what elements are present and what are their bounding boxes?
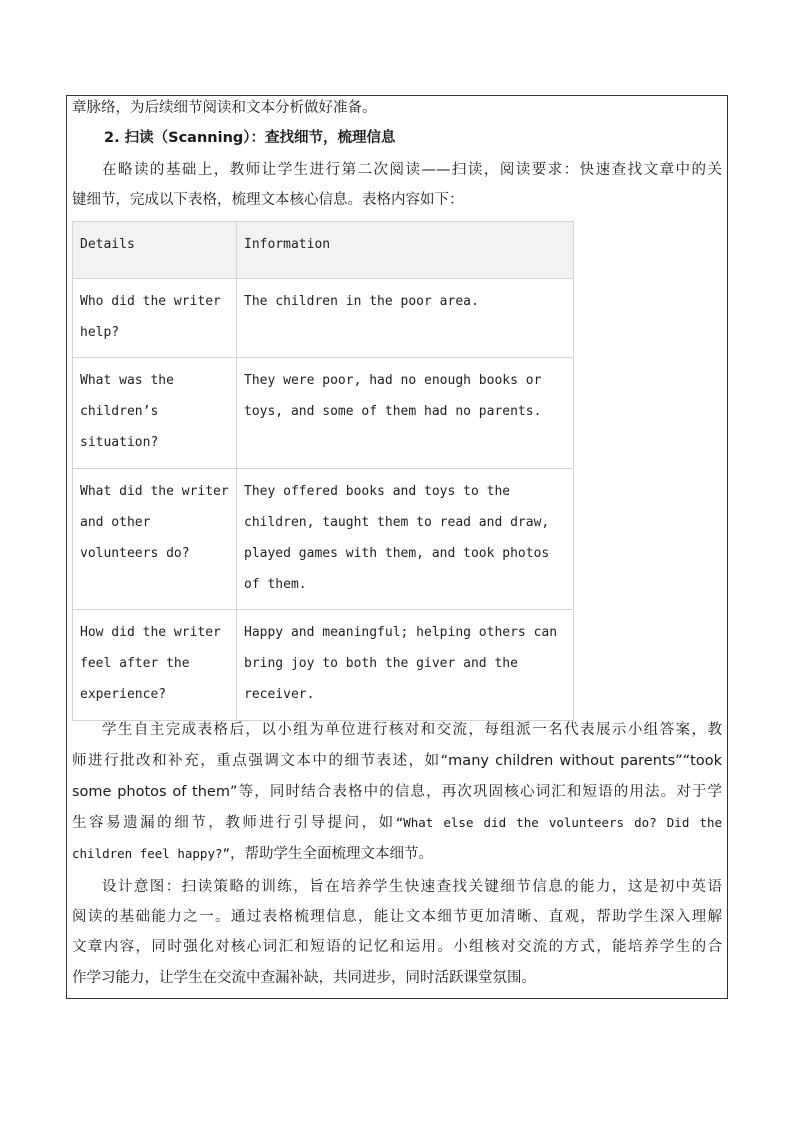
table-row bbox=[73, 469, 574, 610]
table-row bbox=[73, 279, 574, 358]
column-header-details: Details bbox=[73, 222, 237, 279]
design-intent-line: 作学习能力，让学生在交流中查漏补缺，共同进步，同时活跃课堂氛围。 bbox=[72, 970, 536, 986]
details-cell: Who did the writer help? bbox=[73, 279, 237, 358]
table-header-row bbox=[73, 222, 574, 279]
details-cell: What was the children’s situation? bbox=[73, 358, 237, 469]
paragraph-line: some photos of them”等，同时结合表格中的信息，再次巩固核心词汇和短语的用法。对于学 bbox=[72, 784, 722, 800]
information-cell: The children in the poor area. bbox=[237, 279, 574, 358]
paragraph-line: 师进行批改和补充，重点强调文本中的细节表述，如“many children without parents”“took bbox=[72, 753, 723, 769]
information-cell: They offered books and toys to the children, taught them to read and draw, played games with them, and took photos of them. bbox=[237, 469, 574, 610]
details-cell: How did the writer feel after the experience? bbox=[73, 610, 237, 721]
intro-tail-text: 章脉络，为后续细节阅读和文本分析做好准备。 bbox=[72, 100, 377, 116]
details-cell: What did the writer and other volunteers do? bbox=[73, 469, 237, 610]
table-row bbox=[73, 610, 574, 721]
paragraph-line: 键细节，完成以下表格，梳理文本核心信息。表格内容如下： bbox=[72, 192, 464, 208]
design-intent-line: 设计意图：扫读策略的训练，旨在培养学生快速查找关键细节信息的能力，这是初中英语 bbox=[102, 879, 722, 895]
information-cell: They were poor, had no enough books or toys, and some of them had no parents. bbox=[237, 358, 574, 469]
design-intent-line: 阅读的基础能力之一。通过表格梳理信息，能让文本细节更加清晰、直观，帮助学生深入理解 bbox=[72, 909, 722, 925]
paragraph-line: 生容易遗漏的细节，教师进行引导提问，如“What else did the volunteers do? Did the bbox=[72, 815, 722, 831]
section-heading: 2. 扫读（Scanning）：查找细节，梳理信息 bbox=[104, 130, 396, 146]
paragraph-line: 在略读的基础上，教师让学生进行第二次阅读——扫读，阅读要求：快速查找文章中的关 bbox=[102, 162, 722, 178]
paragraph-line: 学生自主完成表格后，以小组为单位进行核对和交流，每组派一名代表展示小组答案，教 bbox=[102, 722, 722, 738]
paragraph-line: children feel happy?”，帮助学生全面梳理文本细节。 bbox=[72, 846, 434, 862]
column-header-information: Information bbox=[237, 222, 574, 279]
information-cell: Happy and meaningful; helping others can bring joy to both the giver and the receiver. bbox=[237, 610, 574, 721]
design-intent-line: 文章内容，同时强化对核心词汇和短语的记忆和运用。小组核对交流的方式，能培养学生的合 bbox=[72, 939, 722, 955]
table-row bbox=[73, 358, 574, 469]
details-table bbox=[72, 221, 574, 721]
